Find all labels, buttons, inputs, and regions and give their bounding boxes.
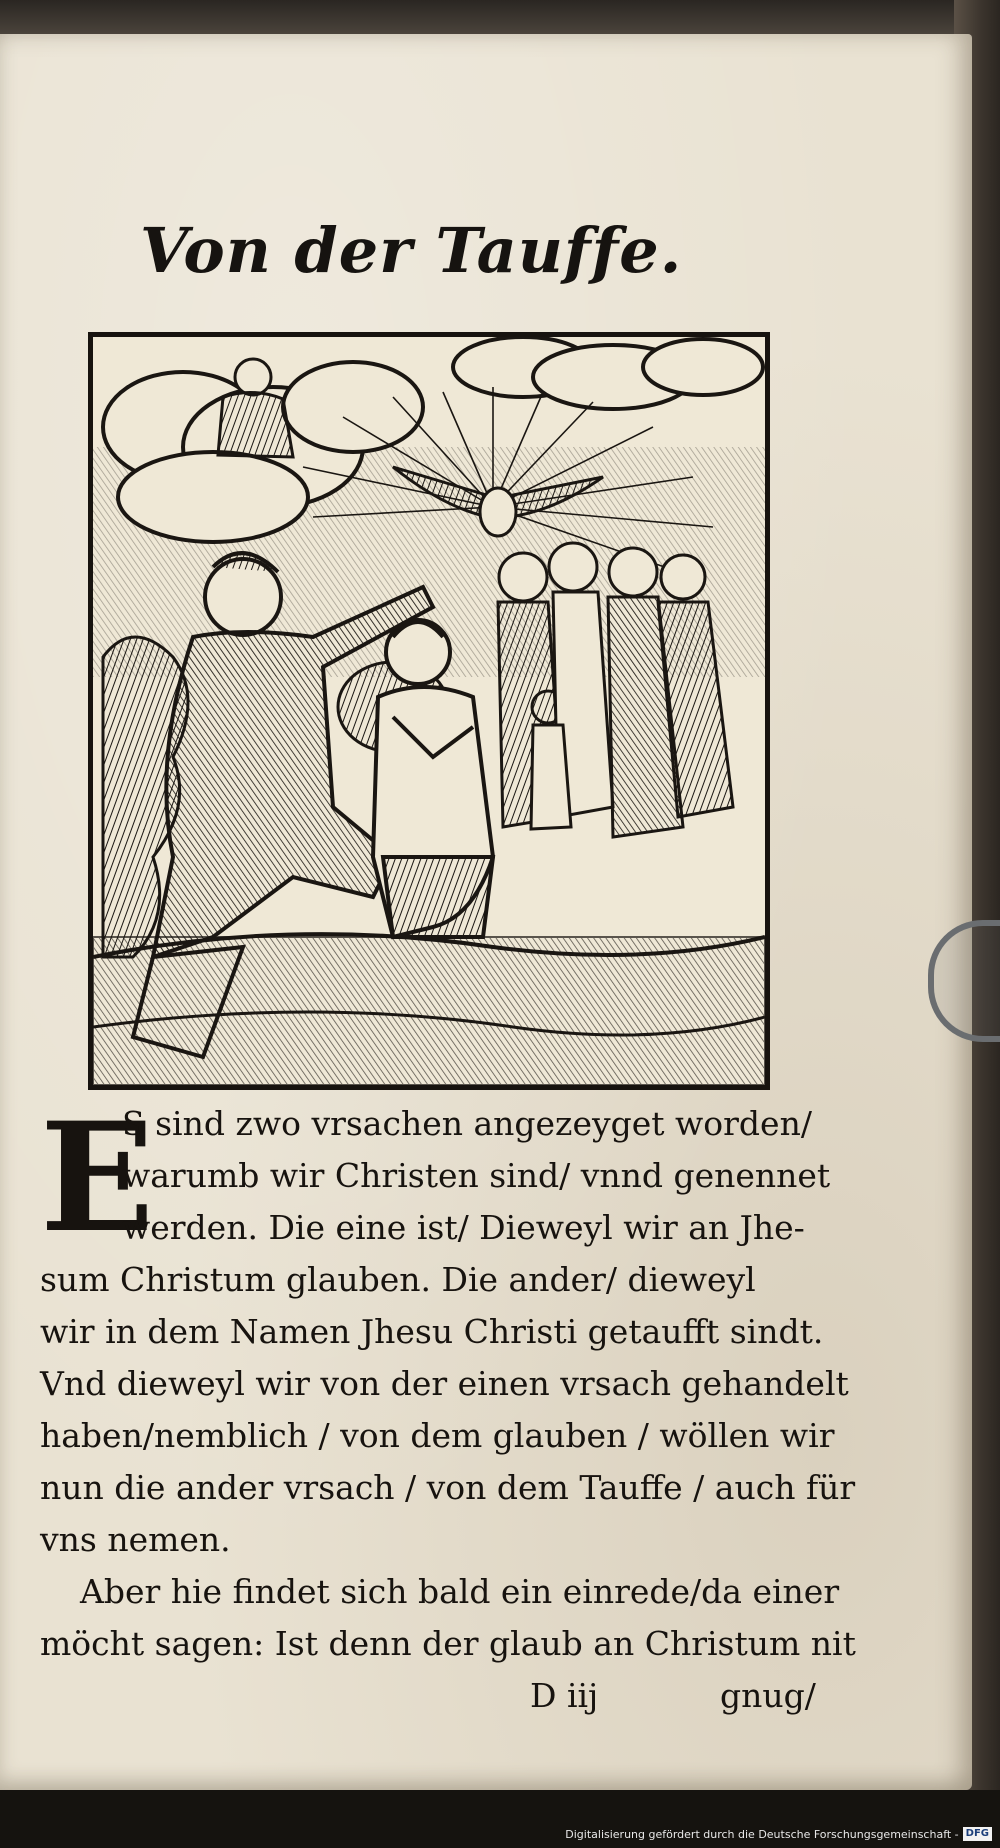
- credit-text: Digitalisierung gefördert durch die Deutsche Forschungsgemeinschaft -: [565, 1827, 959, 1841]
- text-line: S sind zwo vrsachen angezeyget worden/: [122, 1104, 812, 1143]
- text-line: Vnd dieweyl wir von der einen vrsach gehandelt: [40, 1364, 849, 1403]
- text-line: Aber hie findet sich bald ein einrede/da einer: [80, 1572, 840, 1611]
- footer-band: [0, 1790, 1000, 1848]
- text-line: warumb wir Christen sind/ vnnd genennet: [122, 1156, 831, 1195]
- text-line: wir in dem Namen Jhesu Christi getaufft sindt.: [40, 1312, 824, 1351]
- baptism-woodcut-illustration: [88, 332, 770, 1090]
- drop-cap: E: [40, 1090, 155, 1266]
- text-line: nun die ander vrsach / von dem Tauffe / auch für: [40, 1468, 856, 1507]
- page-title: Von der Tauffe.: [140, 214, 683, 287]
- text-line: haben/nemblich / von dem glauben / wöllen wir: [40, 1416, 835, 1455]
- text-line: werden. Die eine ist/ Dieweyl wir an Jhe-: [122, 1208, 805, 1247]
- catchword: gnug/: [720, 1676, 816, 1715]
- dfg-logo-icon: DFG: [963, 1827, 992, 1841]
- text-line: möcht sagen: Ist denn der glaub an Christum nit: [40, 1624, 856, 1663]
- text-line: vns nemen.: [40, 1520, 231, 1559]
- signature-mark: D iij: [530, 1676, 599, 1715]
- crowd-figures: [498, 543, 733, 837]
- digitization-credit: [565, 1824, 992, 1844]
- ground: [93, 934, 765, 1085]
- book-page: [0, 34, 972, 1790]
- book-top-edge: [0, 0, 1000, 34]
- text-line: sum Christum glauben. Die ander/ dieweyl: [40, 1260, 756, 1299]
